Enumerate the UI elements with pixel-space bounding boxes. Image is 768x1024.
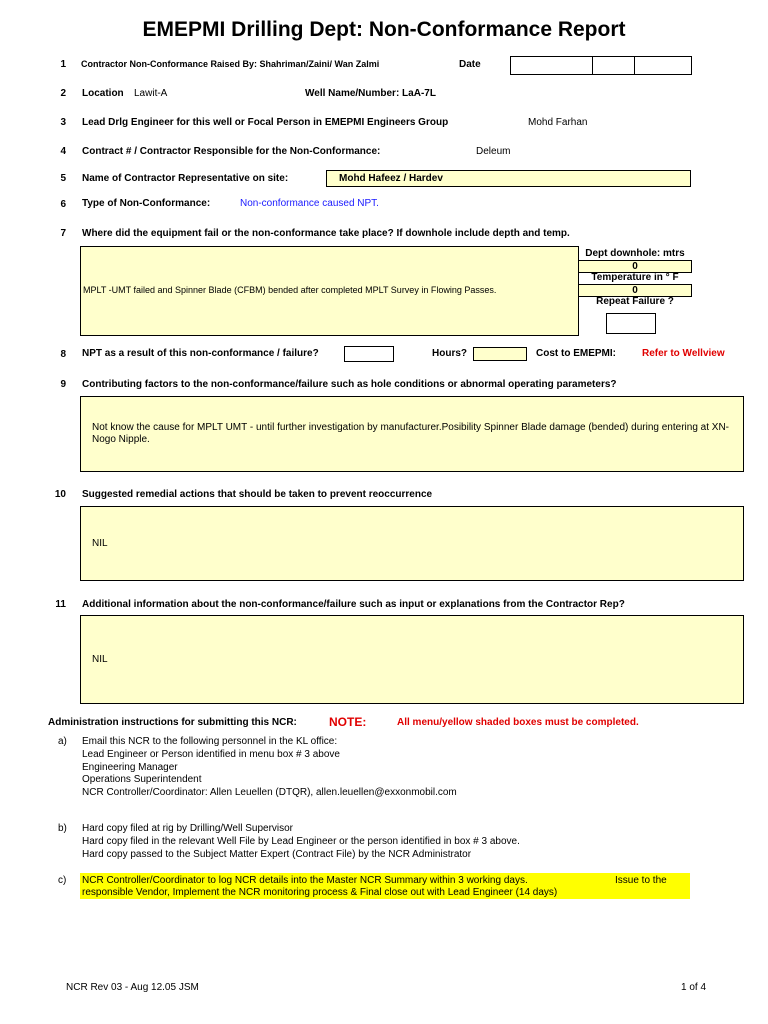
failure-location-field[interactable] (80, 246, 579, 336)
failure-location-label: Where did the equipment fail or the non-conformance take place? If downhole include depth and temp. (82, 228, 570, 239)
failure-location-text: MPLT -UMT failed and Spinner Blade (CFBM) bended after completed MPLT Survey in Flowing Passes. (83, 285, 497, 295)
npt-field[interactable] (344, 346, 394, 362)
marker-b: b) (58, 823, 67, 834)
instructions-b (82, 823, 520, 861)
location-value: Lawit-A (134, 88, 168, 99)
lead-engineer-value: Mohd Farhan (528, 117, 588, 128)
note-label: NOTE: (329, 715, 367, 729)
temperature-label: Temperature in ° F (591, 272, 679, 283)
row-number-5: 5 (60, 173, 66, 184)
additional-info-field[interactable] (80, 615, 744, 704)
additional-info-text: NIL (92, 654, 108, 665)
note-text: All menu/yellow shaded boxes must be completed. (397, 717, 639, 728)
page-title: EMEPMI Drilling Dept: Non-Conformance Report (142, 18, 626, 41)
instruction-a-line: Engineering Manager (82, 761, 178, 773)
marker-c: c) (58, 875, 67, 886)
footer-page-number: 1 of 4 (681, 982, 707, 993)
instruction-a-line: Email this NCR to the following personnel in the KL office: (82, 736, 338, 747)
row-number-1: 1 (60, 59, 66, 70)
depth-label: Dept downhole: mtrs (585, 248, 685, 259)
row-number-11: 11 (55, 599, 66, 610)
npt-label: NPT as a result of this non-conformance / failure? (82, 348, 319, 359)
admin-instructions-label: Administration instructions for submitting this NCR: (48, 717, 297, 728)
row-number-7: 7 (60, 228, 66, 239)
repeat-failure-label: Repeat Failure ? (596, 296, 674, 307)
contributing-factors-text: Not know the cause for MPLT UMT - until further investigation by manufacturer.Posibility Spinner Blade damage (bended) during entering at XN-Nogo Nipple. (92, 422, 729, 445)
raised-by-label: Contractor Non-Conformance Raised By: Shahriman/Zaini/ Wan Zalmi (81, 59, 380, 69)
repeat-failure-field[interactable] (606, 313, 656, 334)
additional-info-label: Additional information about the non-conformance/failure such as input or explanations from the Contractor Rep? (82, 599, 625, 610)
contributing-factors-field[interactable] (80, 396, 744, 472)
date-field-year[interactable] (634, 56, 692, 75)
hours-field[interactable] (473, 347, 527, 361)
row-number-4: 4 (60, 146, 66, 157)
nc-type-label: Type of Non-Conformance: (82, 198, 211, 209)
row-number-6: 6 (60, 199, 66, 210)
remedial-actions-field[interactable] (80, 506, 744, 581)
instruction-c-line1: NCR Controller/Coordinator to log NCR details into the Master NCR Summary within 3 working days. (82, 875, 528, 886)
marker-a: a) (58, 736, 67, 747)
instruction-a-line: Lead Engineer or Person identified in menu box # 3 above (82, 748, 340, 760)
temperature-field[interactable]: 0 (578, 284, 692, 297)
row-number-10: 10 (54, 489, 66, 500)
nc-type-value: Non-conformance caused NPT. (240, 198, 379, 209)
hours-label: Hours? (432, 348, 467, 359)
depth-field[interactable]: 0 (578, 260, 692, 273)
instruction-c-line2: responsible Vendor, Implement the NCR monitoring process & Final close out with Lead Engineer (14 days) (82, 887, 558, 898)
well-name-label: Well Name/Number: LaA-7L (305, 88, 436, 99)
row-number-2: 2 (60, 88, 66, 99)
row-number-3: 3 (60, 117, 66, 128)
contract-label: Contract # / Contractor Responsible for the Non-Conformance: (82, 146, 381, 157)
instructions-a (82, 736, 457, 800)
instruction-b-line: Hard copy filed at rig by Drilling/Well Supervisor (82, 823, 294, 834)
date-field-day[interactable] (510, 56, 593, 75)
cost-value: Refer to Wellview (642, 348, 725, 359)
remedial-actions-text: NIL (92, 538, 108, 549)
contractor-rep-label: Name of Contractor Representative on site: (82, 173, 289, 184)
contractor-rep-field[interactable]: Mohd Hafeez / Hardev (326, 170, 691, 187)
location-label: Location (82, 88, 124, 99)
date-field-month[interactable] (592, 56, 635, 75)
row-number-8: 8 (60, 349, 66, 360)
instruction-b-line: Hard copy filed in the relevant Well File by Lead Engineer or the person identified in box # 3 above. (82, 835, 520, 847)
contributing-factors-label: Contributing factors to the non-conformance/failure such as hole conditions or abnormal operating parameters? (82, 379, 617, 390)
footer-revision: NCR Rev 03 - Aug 12.05 JSM (66, 982, 199, 993)
date-label: Date (459, 59, 481, 70)
cost-label: Cost to EMEPMI: (536, 348, 616, 359)
contract-value: Deleum (476, 146, 511, 157)
row-number-9: 9 (60, 379, 66, 390)
instruction-b-line: Hard copy passed to the Subject Matter Expert (Contract File) by the NCR Administrator (82, 848, 472, 860)
instruction-a-line: NCR Controller/Coordinator: Allen Leuellen (DTQR), allen.leuellen@exxonmobil.com (82, 787, 457, 799)
instruction-c-line1b: Issue to the (615, 875, 667, 886)
lead-engineer-label: Lead Drlg Engineer for this well or Focal Person in EMEPMI Engineers Group (82, 117, 449, 128)
remedial-actions-label: Suggested remedial actions that should be taken to prevent reoccurrence (82, 489, 433, 500)
instruction-a-line: Operations Superintendent (82, 774, 202, 786)
